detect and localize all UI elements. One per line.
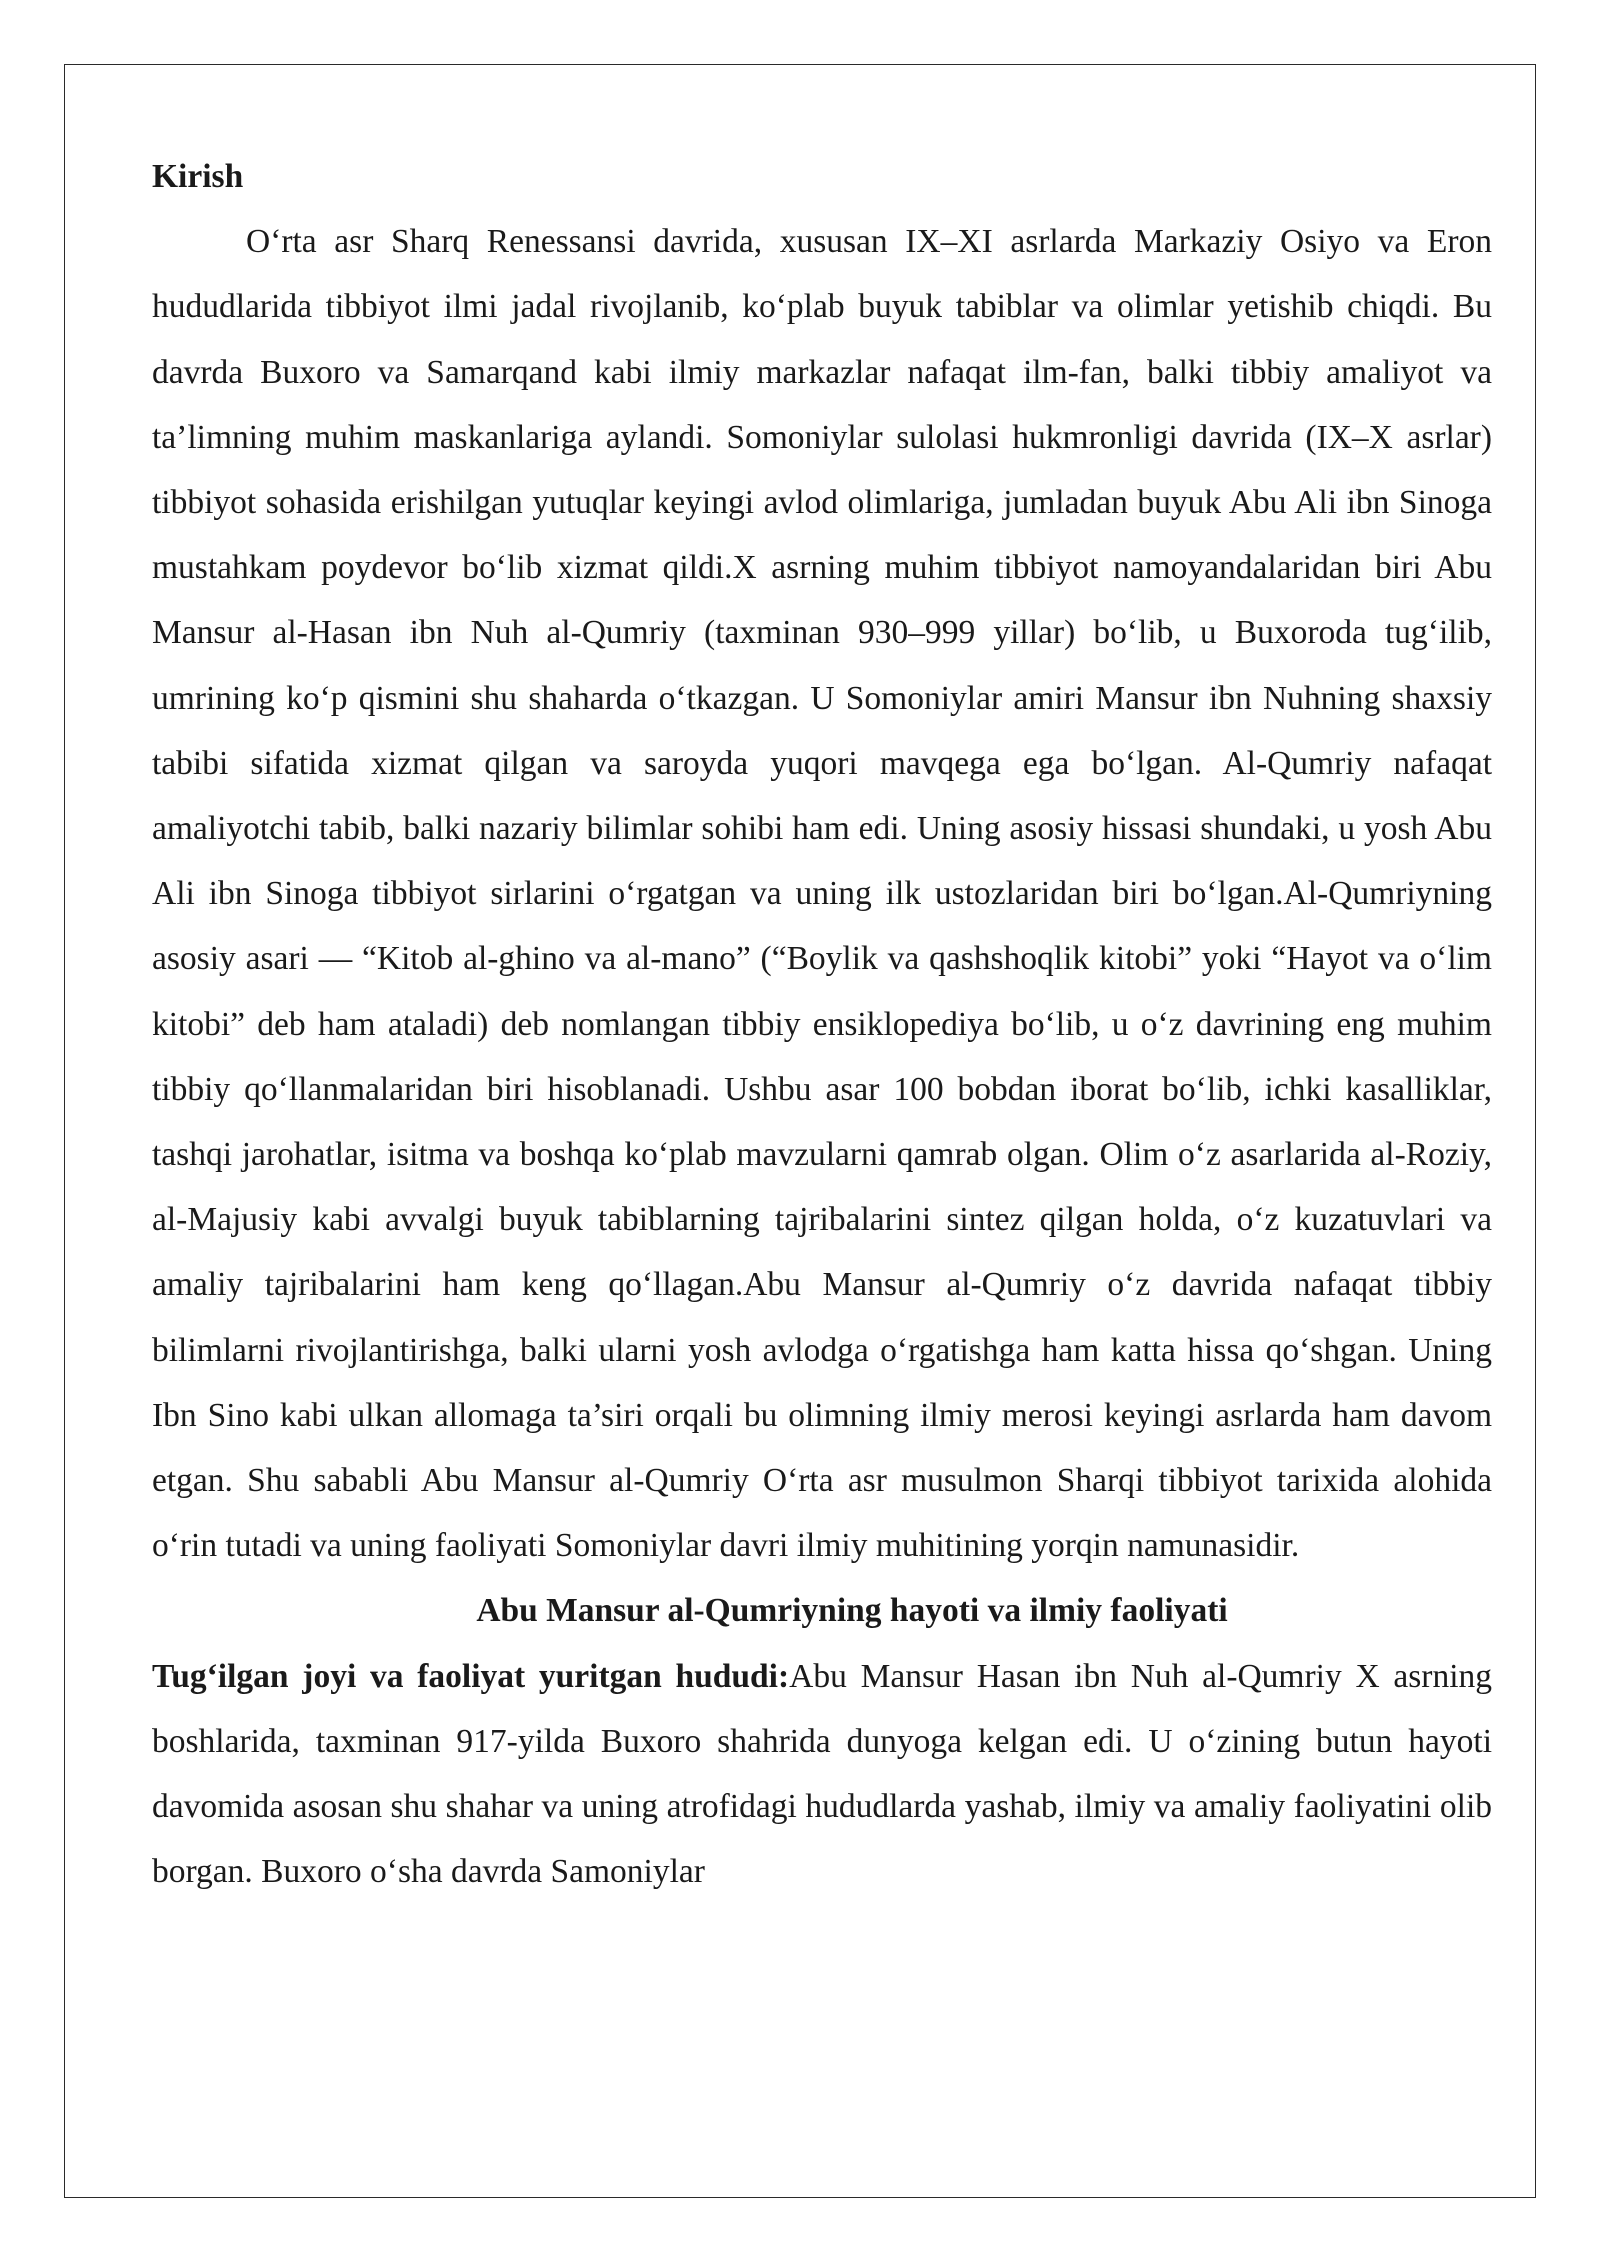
section-lead-label: Tug‘ilgan joyi va faoliyat yuritgan hududi:	[152, 1657, 790, 1695]
section-paragraph-text: Abu Mansur Hasan ibn Nuh al-Qumriy X asrning boshlarida, taxminan 917-yilda Buxoro shahrida dunyoga kelgan edi. U o‘zining butun hayoti davomida asosan shu shahar va uning atrofidagi hududlarda yashab, ilmiy va amaliy faoliyatini olib borgan. Buxoro o‘sha davrda Samoniylar	[152, 1657, 1493, 1891]
intro-heading: Kirish	[152, 158, 244, 195]
section-paragraph	[152, 1644, 1492, 1905]
document-body	[152, 144, 1492, 1904]
section-heading: Abu Mansur al-Qumriyning hayoti va ilmiy faoliyati	[476, 1592, 1228, 1630]
intro-paragraph: O‘rta asr Sharq Renessansi davrida, xususan IX–XI asrlarda Markaziy Osiyo va Eron hududlarida tibbiyot ilmi jadal rivojlanib, ko‘plab buyuk tabiblar va olimlar yetishib chiqdi. Bu davrda Buxoro va Samarqand kabi ilmiy markazlar nafaqat ilm-fan, balki tibbiy amaliyot va ta’limning muhim maskanlariga aylandi. Somoniylar sulolasi hukmronligi davrida (IX–X asrlar) tibbiyot sohasida erishilgan yutuqlar keyingi avlod olimlariga, jumladan buyuk Abu Ali ibn Sinoga mustahkam poydevor bo‘lib xizmat qildi.X asrning muhim tibbiyot namoyandalaridan biri Abu Mansur al-Hasan ibn Nuh al-Qumriy (taxminan 930–999 yillar) bo‘lib, u Buxoroda tug‘ilib, umrining ko‘p qismini shu shaharda o‘tkazgan. U Somoniylar amiri Mansur ibn Nuhning shaxsiy tabibi sifatida xizmat qilgan va saroyda yuqori mavqega ega bo‘lgan. Al-Qumriy nafaqat amaliyotchi tabib, balki nazariy bilimlar sohibi ham edi. Uning asosiy hissasi shundaki, u yosh Abu Ali ibn Sinoga tibbiyot sirlarini o‘rgatgan va uning ilk ustozlaridan biri bo‘lgan.Al-Qumriyning asosiy asari — “Kitob al-ghino va al-mano” (“Boylik va qashshoqlik kitobi” yoki “Hayot va o‘lim kitobi” deb ham ataladi) deb nomlangan tibbiy ensiklopediya bo‘lib, u o‘z davrining eng muhim tibbiy qo‘llanmalaridan biri hisoblanadi. Ushbu asar 100 bobdan iborat bo‘lib, ichki kasalliklar, tashqi jarohatlar, isitma va boshqa ko‘plab mavzularni qamrab olgan. Olim o‘z asarlarida al-Roziy, al-Majusiy kabi avvalgi buyuk tabiblarning tajribalarini sintez qilgan holda, o‘z kuzatuvlari va amaliy tajribalarini ham keng qo‘llagan.Abu Mansur al-Qumriy o‘z davrida nafaqat tibbiy bilimlarni rivojlantirishga, balki ularni yosh avlodga o‘rgatishga ham katta hissa qo‘shgan. Uning Ibn Sino kabi ulkan allomaga ta’siri orqali bu olimning ilmiy merosi keyingi asrlarda ham davom etgan. Shu sababli Abu Mansur al-Qumriy O‘rta asr musulmon Sharqi tibbiyot tarixida alohida o‘rin tutadi va uning faoliyati Somoniylar davri ilmiy muhitining yorqin namunasidir.	[152, 223, 1492, 1565]
